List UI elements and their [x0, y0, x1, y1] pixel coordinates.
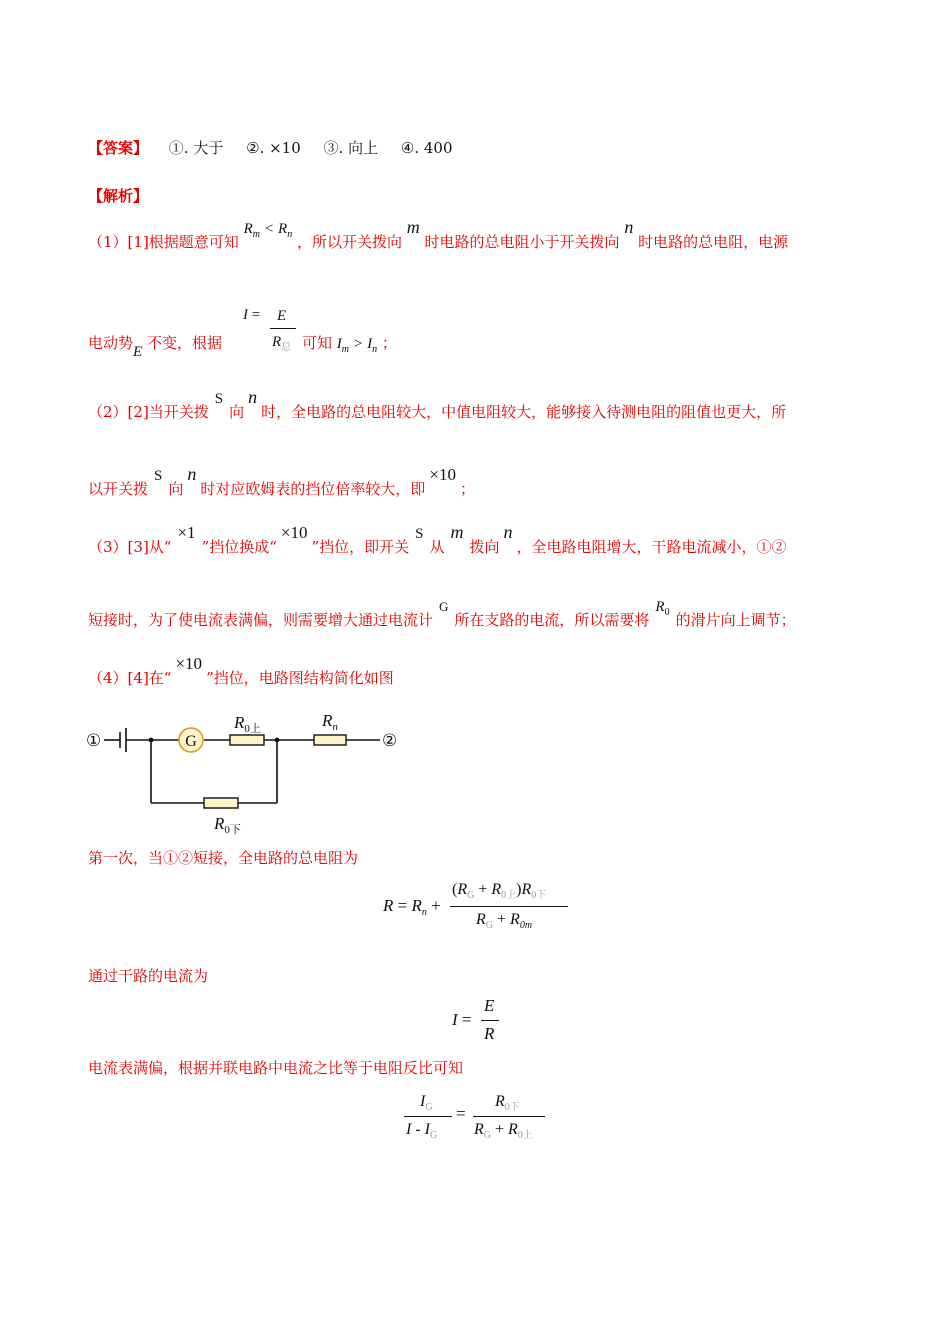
answer-item-1: ①. 大于 — [168, 139, 224, 157]
p3-text-h: 所在支路的电流，所以需要将 — [454, 611, 650, 629]
sym-g: G — [439, 599, 449, 614]
sym-n-sub: n — [372, 344, 378, 355]
p4-text-b: ”挡位，电路图结构简化如图 — [206, 669, 394, 687]
first-time-text: 第一次，当①②短接，全电路的总电阻为 — [88, 849, 359, 867]
p2-text-c: 时，全电路的总电阻较大，中值电阻较大，能够接入待测电阻的阻值也更大，所 — [261, 403, 787, 421]
label-rn — [321, 711, 338, 733]
sym-x10: ×10 — [280, 523, 308, 542]
meter-full-text: 电流表满偏，根据并联电路中电流之比等于电阻反比可知 — [88, 1059, 464, 1077]
p3-line1 — [88, 522, 787, 558]
sym-i: I — [336, 336, 342, 352]
sym-eq: = — [456, 1104, 466, 1123]
sym-r: R — [484, 1024, 495, 1043]
sym-e: E — [133, 344, 143, 360]
resistor-r0-lower — [204, 798, 238, 808]
sym-n: n — [503, 522, 513, 542]
circuit-diagram — [84, 708, 414, 838]
sym-zero-up: 0上 — [517, 1130, 533, 1141]
sym-r: R — [655, 599, 665, 615]
sym-i: I — [420, 1093, 426, 1110]
ohm-law-bar — [270, 328, 296, 329]
analysis-label: 【解析】 — [88, 187, 149, 205]
label-r0-upper-sub: 0上 — [244, 723, 261, 735]
sym-g-sub: G — [483, 1130, 492, 1141]
through-main-text: 通过干路的电流为 — [88, 967, 209, 985]
p2-text-a: （2）[2]当开关拨 — [88, 403, 209, 421]
im-symbol — [336, 336, 350, 355]
sym-s: S — [214, 391, 224, 407]
sym-x1: ×1 — [177, 523, 196, 542]
sym-eq: = — [251, 307, 261, 323]
p2-text-e: 向 — [168, 480, 184, 498]
p3-line2 — [88, 599, 796, 637]
sym-gt: > — [353, 336, 363, 352]
sym-i: I — [452, 1010, 458, 1029]
p4-text-a: （4）[4]在“ — [88, 669, 172, 687]
left-terminal: ① — [86, 731, 102, 751]
total-resistance-denominator — [476, 910, 532, 936]
sym-n: n — [624, 217, 634, 237]
ohm-law-fraction — [243, 305, 260, 325]
ratio-left-bar — [404, 1116, 452, 1117]
sym-m-sub: m — [341, 344, 350, 355]
sym-g-sub: G — [429, 1130, 438, 1141]
ratio-right-denominator — [474, 1120, 533, 1146]
sym-eq: = — [397, 896, 408, 915]
p3-text-g: 短接时，为了使电流表满偏，则需要增大通过电流计 — [88, 611, 434, 629]
sym-lt: < — [264, 221, 274, 237]
answer-line — [88, 138, 453, 158]
total-resistance-numerator: $(R_G + R_{0上})R_{0下}$ — [452, 881, 547, 901]
in-symbol — [367, 336, 378, 355]
p1-text-d: 时电路的总电阻，电源 — [638, 233, 789, 251]
sym-plus: + — [497, 911, 507, 928]
p3-text-f: ，全电路电阻增大，干路电流减小，①② — [516, 538, 787, 556]
sym-r: R — [491, 881, 502, 898]
current-bar — [481, 1020, 499, 1021]
label-r0-upper-main: R — [234, 713, 245, 732]
sym-r: R — [508, 1121, 518, 1138]
current-lhs — [452, 1010, 472, 1030]
p1-text-h: ； — [381, 334, 397, 352]
sym-eq: = — [461, 1010, 472, 1029]
sym-minus: - — [415, 1121, 421, 1138]
sym-zero-sub: 0 — [664, 607, 670, 618]
galvanometer-label: G — [185, 733, 197, 750]
current-denominator — [484, 1024, 494, 1044]
sym-s: S — [154, 468, 163, 484]
label-rn-sub: n — [332, 721, 338, 733]
sym-e: E — [277, 308, 287, 324]
p3-text-d: 从 — [429, 538, 445, 556]
ratio-left-numerator — [420, 1092, 433, 1118]
sym-r: R — [474, 1121, 484, 1138]
p2-line1 — [88, 387, 787, 423]
label-r0-lower — [213, 814, 241, 836]
p2-text-g: ； — [459, 480, 475, 498]
sym-n: n — [187, 464, 197, 484]
sym-plus: + — [431, 896, 441, 915]
sym-x10: ×10 — [429, 465, 456, 484]
sym-i: I — [424, 1121, 430, 1138]
sym-m: m — [406, 217, 420, 237]
sym-m-sub: m — [252, 229, 260, 240]
ratio-right-bar — [473, 1116, 545, 1117]
p1-text-g: 可知 — [302, 334, 333, 352]
answer-item-2: ②. ×10 — [246, 139, 301, 157]
sym-g-sub: G — [485, 920, 494, 931]
sym-g-sub: G — [425, 1102, 433, 1113]
sym-i: I — [243, 307, 248, 323]
p3-text-e: 拨向 — [469, 538, 500, 556]
p1-line2-tail — [302, 333, 397, 360]
p2-text-b: 向 — [229, 403, 245, 421]
sym-zero-up: 0上 — [501, 890, 517, 901]
sym-zero-m: 0m — [519, 920, 533, 931]
p1-line1 — [88, 217, 789, 259]
sym-n-sub: n — [421, 907, 427, 918]
p3-text-i: 的滑片向上调节； — [675, 611, 796, 629]
answer-label: 【答案】 — [88, 139, 149, 157]
sym-x10: ×10 — [175, 654, 203, 673]
sym-i: I — [367, 336, 373, 352]
total-resistance-lhs — [383, 896, 441, 923]
p3-text-c: ”挡位，即开关 — [311, 538, 410, 556]
p2-line2 — [88, 464, 475, 500]
sym-e: E — [484, 996, 495, 1015]
sym-r: R — [510, 911, 520, 928]
p3-text-b: ”挡位换成“ — [201, 538, 277, 556]
sym-zero-down: 0下 — [531, 890, 547, 901]
p1-text-e: 电动势 — [88, 334, 134, 352]
p1-text-f: 不变，根据 — [146, 334, 222, 352]
label-r0-lower-main: R — [214, 814, 225, 833]
sym-r: R — [521, 881, 532, 898]
label-r0-upper — [233, 713, 261, 735]
answer-item-3: ③. 向上 — [323, 139, 379, 157]
right-terminal: ② — [382, 731, 398, 751]
p1-text-c: 时电路的总电阻小于开关拨向 — [424, 233, 620, 251]
ratio-eq — [456, 1104, 466, 1124]
sym-r: R — [476, 911, 486, 928]
p2-text-f: 时对应欧姆表的挡位倍率较大，即 — [200, 480, 426, 498]
p1-text-b: ，所以开关拨向 — [296, 233, 402, 251]
label-rn-main: R — [322, 711, 333, 730]
sym-plus: + — [478, 881, 488, 898]
ratio-right-numerator — [495, 1092, 520, 1118]
sym-s: S — [415, 526, 424, 542]
sym-n: n — [248, 387, 258, 407]
resistor-r0-upper — [230, 735, 264, 745]
sym-g-sub: G — [467, 890, 475, 901]
ohm-law-numerator — [277, 306, 286, 326]
ratio-left-denominator — [406, 1120, 437, 1146]
p1-text-a: （1）[1]根据题意可知 — [88, 233, 239, 251]
r0-symbol — [655, 599, 670, 618]
p2-text-d: 以开关拨 — [88, 480, 149, 498]
p3-text-a: （3）[3]从“ — [88, 538, 172, 556]
p1-line2 — [88, 333, 222, 360]
ohm-law-denominator — [272, 332, 291, 358]
rm-symbol — [243, 221, 260, 240]
sym-r: R — [243, 221, 253, 237]
sym-m: m — [450, 522, 464, 542]
sym-zero-down: 0下 — [504, 1102, 520, 1113]
label-r0-lower-sub: 0下 — [224, 824, 241, 836]
sym-r: R — [383, 896, 394, 915]
sym-r: R — [272, 334, 282, 350]
sym-i: I — [406, 1121, 412, 1138]
sym-r: R — [411, 896, 422, 915]
rn-symbol — [278, 221, 293, 240]
sym-r: R — [457, 881, 468, 898]
sym-r: R — [495, 1093, 505, 1110]
resistor-rn — [314, 735, 346, 745]
answer-item-4: ④. 400 — [400, 139, 453, 157]
current-numerator — [484, 996, 494, 1016]
sym-plus: + — [495, 1121, 505, 1138]
total-resistance-bar — [450, 906, 568, 907]
p4-line — [88, 654, 394, 688]
sym-r: R — [278, 221, 288, 237]
sym-n-sub: n — [287, 229, 293, 240]
sym-zong: 总 — [281, 342, 292, 353]
